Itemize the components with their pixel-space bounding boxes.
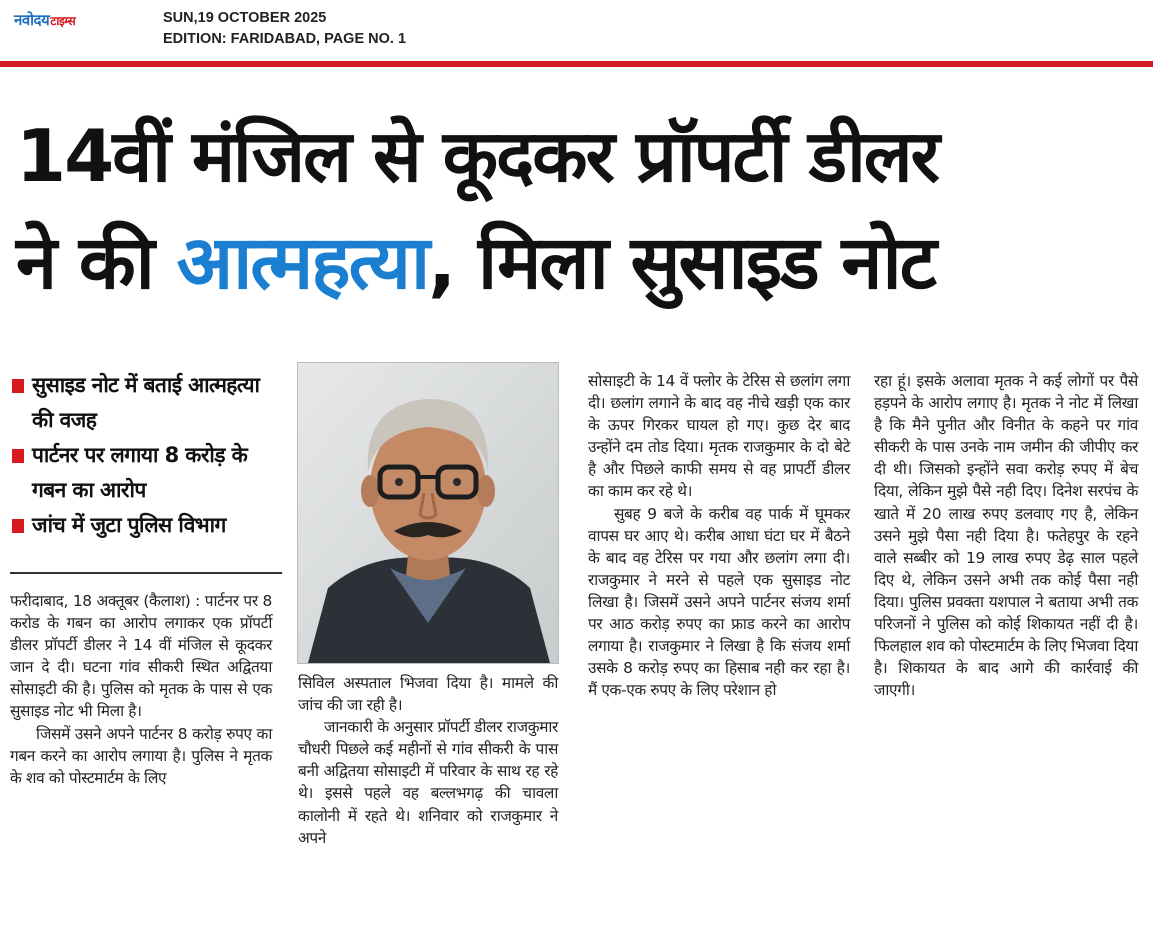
bullet-item bbox=[12, 508, 280, 543]
article-column-3 bbox=[588, 370, 850, 701]
paragraph: सुबह 9 बजे के करीब वह पार्क में घूमकर वापस घर आए थे। करीब आधा घंटा घर में बैठने के बाद वह टेरिस पर गया और छलांग लगा दी। राजकुमार ने मरने से पहले एक सुसाइड नोट लिखा है। जिसमें उसने अपने पार्टनर संजय शर्मा पर आठ करोड़ रुपए का फ्राड करने का आरोप लगाया है। राजकुमार ने लिखा है कि संजय शर्मा उसके 8 करोड़ रुपए का हिसाब नही कर रहा है। मैं एक-एक रुपए के लिए परेशान हो bbox=[588, 504, 850, 700]
edition-info bbox=[163, 8, 406, 50]
bullet-square-icon bbox=[12, 449, 24, 463]
logo-sub-text: टाइम्स bbox=[50, 14, 76, 28]
bullet-text: पार्टनर पर लगाया 8 करोड़ के गबन का आरोप bbox=[32, 443, 248, 502]
article-column-2 bbox=[298, 672, 558, 849]
news-photo bbox=[297, 362, 559, 664]
logo-main-text: नवोदय bbox=[14, 11, 50, 29]
masthead-divider bbox=[0, 61, 1153, 67]
bullet-item bbox=[12, 438, 280, 508]
headline-highlight: आत्महत्या bbox=[176, 220, 429, 306]
bullet-square-icon bbox=[12, 379, 24, 393]
headline-line-2-start: ने की bbox=[16, 220, 177, 306]
portrait-illustration bbox=[298, 363, 558, 663]
newspaper-logo[interactable] bbox=[14, 10, 75, 30]
headline-line-1: 14वीं मंजिल से कूदकर प्रॉपर्टी डीलर bbox=[16, 114, 938, 198]
article-column-1 bbox=[10, 590, 272, 789]
paragraph: फरीदाबाद, 18 अक्तूबर (कैलाश) : पार्टनर पर 8 करोड के गबन का आरोप लगाकर एक प्रॉपर्टी डीलर प्रॉपर्टी डीलर ने 14 वीं मंजिल से कूदकर जान दे दी। घटना गांव सीकरी स्थित अद्वितया सोसाइटी की है। पुलिस को मृतक के पास से एक सुसाइड नोट भी मिला है। bbox=[10, 592, 272, 721]
paragraph: जिसमें उसने अपने पार्टनर 8 करोड़ रुपए का गबन करने का आरोप लगाया है। पुलिस ने मृतक के शव को पोस्टमार्टम के लिए bbox=[10, 724, 272, 787]
highlight-bullets bbox=[12, 368, 280, 543]
bullet-item bbox=[12, 368, 280, 438]
bullet-text: सुसाइड नोट में बताई आत्महत्या की वजह bbox=[32, 373, 260, 432]
headline bbox=[16, 104, 1141, 318]
edition-page: EDITION: FARIDABAD, PAGE NO. 1 bbox=[163, 31, 407, 47]
bullets-divider bbox=[10, 572, 282, 574]
masthead bbox=[0, 0, 1153, 60]
article-column-4 bbox=[874, 370, 1138, 701]
paragraph: रहा हूं। इसके अलावा मृतक ने कई लोगों पर पैसे हड़पने के आरोप लगाए है। मृतक ने नोट में लिखा है कि मैने पुनीत और विनीत के कहने पर गांव सीकरी के पास उनके नाम जमीन की जीपीए कर दी थी। जिसको इन्होंने सवा करोड़ रुपए में बेच दिया, लेकिन मुझे पैसे नही दिए। दिनेश सरपंच के खाते में 20 लाख रुपए डलवाए गए है, लेकिन उसने मुझे पैसा नही दिया है। फतेहपुर के रहने वाले सब्बीर को 19 लाख रुपए डेढ़ साल पहले दिए थे, लेकिन उसने अभी तक कोई पैसा नही दिया। पुलिस प्रवक्ता यशपाल ने बताया अभी तक परिजनों ने पुलिस को कोई शिकायत नहीं दी है। फिलहाल शव को पोस्टमार्टम के लिए भिजवा दिया है। शिकायत के बाद आगे की कार्रवाई की जाएगी। bbox=[874, 372, 1138, 700]
bullet-text: जांच में जुटा पुलिस विभाग bbox=[32, 513, 226, 537]
paragraph: सिविल अस्पताल भिजवा दिया है। मामले की जांच की जा रही है। bbox=[298, 674, 558, 715]
paragraph: जानकारी के अनुसार प्रॉपर्टी डीलर राजकुमार चौधरी पिछले कई महीनों से गांव सीकरी के पास बनी अद्वितया सोसाइटी में परिवार के साथ रह रहे थे। इससे पहले वह बल्लभगढ़ की चावला कालोनी में रहते थे। शनिवार को राजकुमार ने अपने bbox=[298, 718, 558, 847]
headline-line-2-end: , मिला सुसाइड नोट bbox=[428, 220, 935, 306]
bullet-square-icon bbox=[12, 519, 24, 533]
paragraph: सोसाइटी के 14 वें फ्लोर के टेरिस से छलांग लगा दी। छलांग लगाने के बाद वह नीचे खड़ी एक कार के ऊपर गिरकर घायल हो गए। कुछ देर बाद उन्होंने दम तोड दिया। मृतक राजकुमार के दो बेटे है और पिछले काफी समय से वह प्रापर्टी डीलर का काम कर रहे थे। bbox=[588, 372, 850, 501]
issue-date: SUN,19 OCTOBER 2025 bbox=[163, 10, 327, 26]
headline-line-2 bbox=[16, 208, 1141, 318]
